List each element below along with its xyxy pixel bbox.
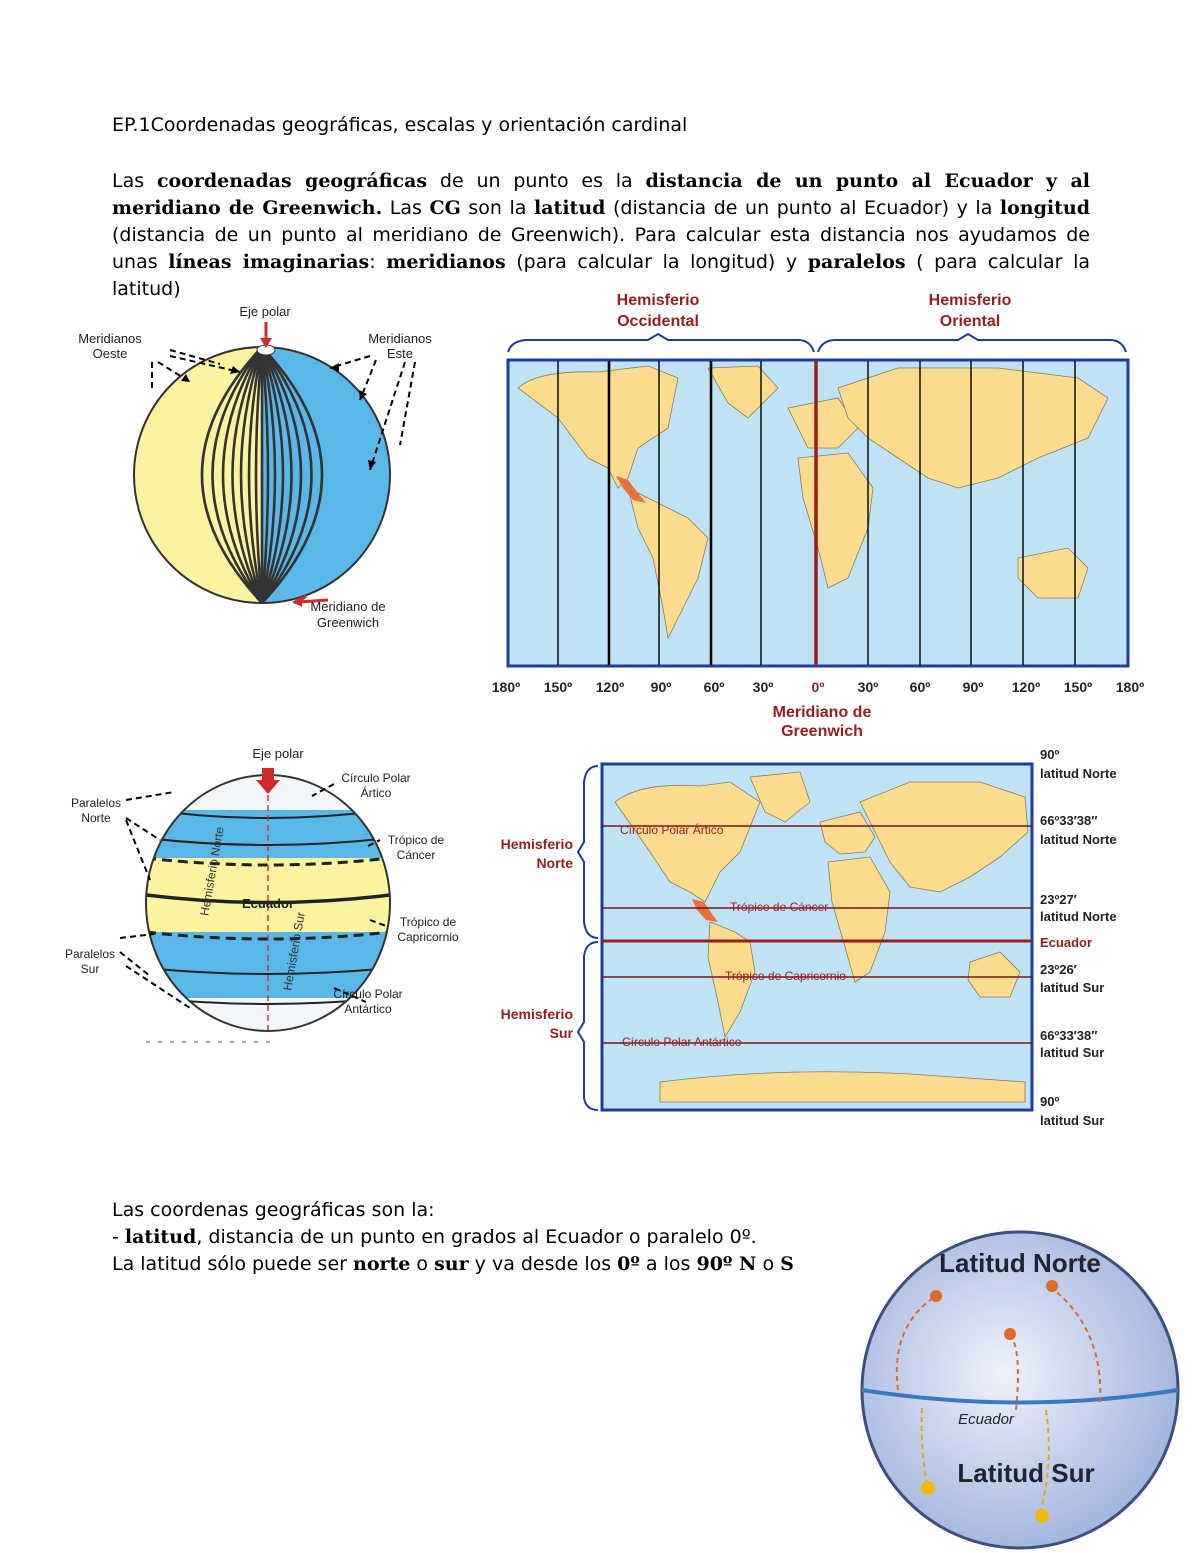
tick-label: 90º (962, 679, 984, 695)
label-latitud-norte: Latitud Norte (939, 1248, 1101, 1278)
label-circulo-polar-antartico: Antártico (344, 1002, 392, 1016)
intro-bold: longitud (999, 197, 1090, 219)
intro-text: (para calcular la longitud) y (505, 251, 808, 273)
list-text: , distancia de un punto en grados al Ecuador o paralelo 0º. (196, 1226, 757, 1248)
label-tropico-cancer: Trópico de (387, 833, 445, 847)
tick-label: 30º (752, 679, 774, 695)
label-meridiano-greenwich: Greenwich (781, 723, 863, 740)
label-23-sur: 23º26′ (1040, 962, 1077, 977)
label-meridianos-este: Este (386, 346, 414, 361)
label-eje-polar: Eje polar (252, 746, 304, 761)
label-circulo-polar-artico: Círculo Polar Ártico (620, 823, 724, 837)
tick-label: 150º (543, 679, 573, 695)
intro-bold: latitud (534, 197, 606, 219)
latitude-sphere-figure (850, 1230, 1190, 1550)
label-circulo-polar-artico: Ártico (360, 786, 392, 800)
label-66-norte: latitud Norte (1040, 832, 1117, 847)
point-north (930, 1290, 942, 1302)
list-bold: sur (434, 1253, 469, 1275)
label-latitud-sur: Latitud Sur (957, 1458, 1095, 1488)
tick-label: 0º (811, 679, 825, 695)
list-text: - (112, 1226, 125, 1248)
label-meridiano-greenwich: Meridiano de (310, 599, 386, 614)
label-meridianos-oeste: Oeste (92, 346, 128, 361)
label-tropico-capricornio: Trópico de Capricornio (725, 969, 846, 983)
point-north (1046, 1280, 1058, 1292)
brace-oriental (818, 334, 1126, 352)
intro-text: son la (460, 197, 535, 219)
label-hemisferio-oriental: Hemisferio (928, 292, 1012, 309)
parallels-globe-figure (50, 740, 470, 1050)
label-paralelos-norte: Norte (81, 811, 111, 825)
intro-bold: paralelos (807, 251, 906, 273)
latitude-explanation (112, 1197, 794, 1278)
longitude-ticks (492, 679, 1144, 695)
label-hemisferio-sur: Hemisferio Sur (280, 911, 308, 992)
label-paralelos-norte: Paralelos (70, 796, 122, 810)
tick-label: 120º (1011, 679, 1041, 695)
label-ecuador-right: Ecuador (1040, 935, 1093, 950)
label-hemisferio-sur: Sur (549, 1025, 573, 1041)
tick-label: 60º (909, 679, 931, 695)
document-title: EP.1Coordenadas geográficas, escalas y orientación cardinal (112, 114, 688, 136)
tick-label: 60º (703, 679, 725, 695)
label-90-sur: latitud Sur (1040, 1113, 1105, 1128)
label-tropico-capricornio: Trópico de (399, 915, 457, 929)
intro-text: Las (382, 197, 430, 219)
point-north (1004, 1328, 1016, 1340)
list-line: Las coordenas geográficas son la: (112, 1199, 435, 1221)
label-meridiano-greenwich: Meridiano de (772, 704, 872, 721)
label-66-sur: 66º33′38″ (1040, 1028, 1098, 1043)
intro-bold: meridianos (386, 251, 506, 273)
list-line (112, 1251, 794, 1278)
intro-text: (distancia de un punto al meridiano de Greenwich). Para calcular esta distancia nos ayudamos de unas (112, 224, 1090, 273)
intro-bold: coordenadas geográficas (156, 170, 428, 192)
label-66-norte: 66º33′38″ (1040, 813, 1098, 828)
intro-paragraph (112, 168, 1090, 303)
intro-text: ( para calcular la latitud) (112, 251, 1090, 300)
label-hemisferio-norte: Hemisferio Norte (197, 825, 227, 917)
label-23-norte: latitud Norte (1040, 909, 1117, 924)
label-ecuador: Ecuador (958, 1411, 1014, 1428)
intro-text: (distancia de un punto al Ecuador) y la (605, 197, 1000, 219)
label-tropico-capricornio: Capricornio (397, 930, 459, 944)
label-ecuador: Ecuador (241, 896, 295, 911)
label-circulo-polar-artico: Círculo Polar (341, 771, 411, 785)
list-text: La latitud sólo puede ser (112, 1253, 353, 1275)
list-bold: norte (353, 1253, 411, 1275)
label-circulo-polar-antartico: Círculo Polar Antártico (622, 1035, 742, 1049)
list-text: a los (639, 1253, 697, 1275)
latitude-map-figure (480, 742, 1170, 1134)
label-hemisferio-norte: Hemisferio (500, 836, 573, 852)
label-hemisferio-occidental: Occidental (617, 313, 699, 330)
longitude-map-figure (478, 288, 1168, 743)
label-circulo-polar-antartico: Círculo Polar (333, 987, 403, 1001)
list-text: o (410, 1253, 435, 1275)
label-23-sur: latitud Sur (1040, 980, 1105, 995)
intro-bold: distancia de un punto al Ecuador y al meridiano de Greenwich. (112, 170, 1091, 219)
label-hemisferio-sur: Hemisferio (500, 1006, 573, 1022)
list-bold: latitud (124, 1226, 197, 1248)
label-paralelos-sur: Sur (80, 962, 100, 976)
tick-label: 30º (857, 679, 879, 695)
meridians-globe-figure (70, 300, 450, 645)
label-hemisferio-oriental: Oriental (939, 313, 1001, 330)
intro-text: Las (112, 170, 157, 192)
intro-bold: CG (429, 197, 461, 219)
tick-label: 120º (595, 679, 625, 695)
label-meridianos-este: Meridianos (368, 331, 432, 346)
label-eje-polar: Eje polar (239, 304, 291, 319)
list-bold: 0º (617, 1253, 640, 1275)
list-bold: 90º N (696, 1253, 757, 1275)
intro-text: : (369, 251, 387, 273)
tick-label: 90º (650, 679, 672, 695)
intro-text: de un punto es la (427, 170, 646, 192)
label-meridiano-greenwich: Greenwich (316, 615, 380, 630)
tick-label: 180º (491, 679, 521, 695)
label-hemisferio-occidental: Hemisferio (616, 292, 700, 309)
intro-bold: líneas imaginarias (168, 251, 370, 273)
label-meridianos-oeste: Meridianos (78, 331, 142, 346)
list-bold: S (780, 1253, 794, 1275)
brace-sur (578, 942, 598, 1110)
label-90-norte: latitud Norte (1040, 766, 1117, 781)
tick-label: 150º (1063, 679, 1093, 695)
label-hemisferio-norte: Norte (536, 855, 573, 871)
brace-norte (578, 766, 598, 938)
list-text: y va desde los (468, 1253, 618, 1275)
point-south (921, 1481, 935, 1495)
label-paralelos-sur: Paralelos (64, 947, 116, 961)
label-90-norte: 90º (1040, 747, 1060, 762)
brace-occidental (508, 334, 814, 352)
point-south (1035, 1509, 1049, 1523)
list-text: o (756, 1253, 781, 1275)
list-line (112, 1224, 794, 1251)
label-90-sur: 90º (1040, 1094, 1060, 1109)
label-23-norte: 23º27′ (1040, 892, 1077, 907)
label-66-sur: latitud Sur (1040, 1045, 1105, 1060)
label-tropico-cancer: Cáncer (396, 848, 436, 862)
label-tropico-cancer: Trópico de Cáncer (730, 900, 829, 914)
tick-label: 180º (1115, 679, 1145, 695)
